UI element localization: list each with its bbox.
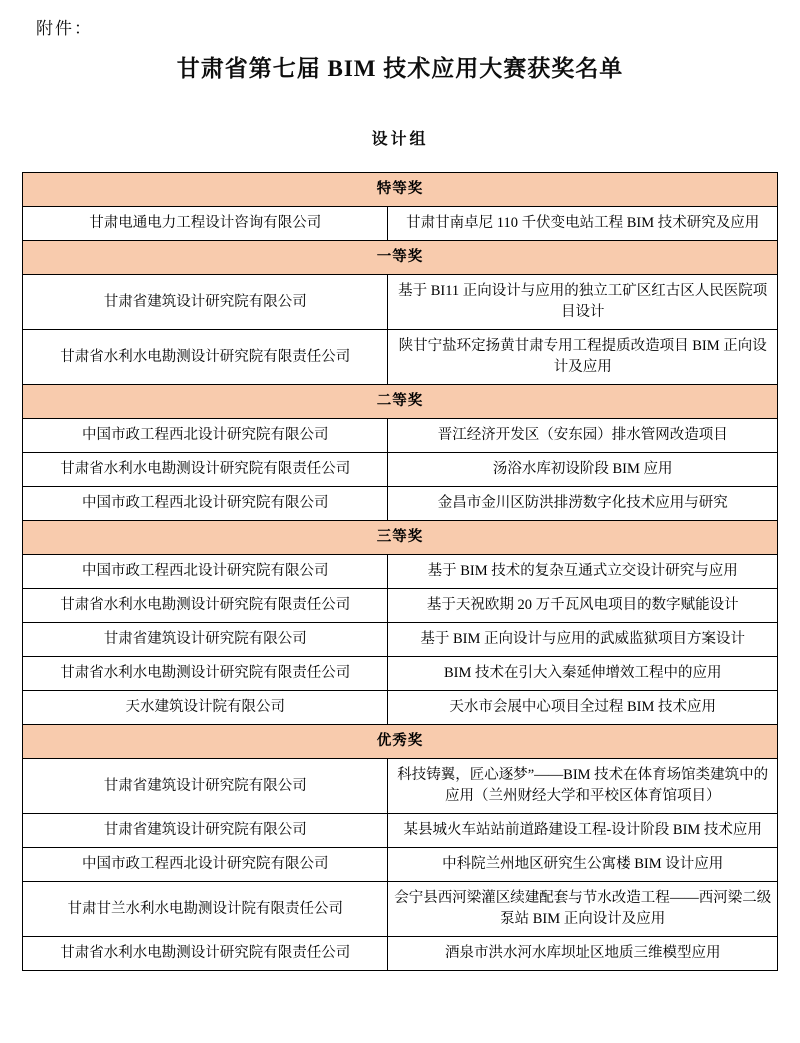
award-section-row (23, 385, 778, 419)
table-row (23, 937, 778, 971)
project-cell: 基于 BI11 正向设计与应用的独立工矿区红古区人民医院项目设计 (388, 275, 778, 330)
page-title: 甘肃省第七届 BIM 技术应用大赛获奖名单 (176, 56, 624, 81)
project-cell: 陕甘宁盐环定扬黄甘肃专用工程提质改造项目 BIM 正向设计及应用 (388, 330, 778, 385)
project-cell: 酒泉市洪水河水库坝址区地质三维模型应用 (388, 937, 778, 971)
table-row (23, 589, 778, 623)
award-section-header: 特等奖 (23, 173, 778, 207)
awards-table (22, 172, 778, 971)
table-row (23, 207, 778, 241)
company-cell: 中国市政工程西北设计研究院有限公司 (23, 555, 388, 589)
company-cell: 中国市政工程西北设计研究院有限公司 (23, 419, 388, 453)
table-row (23, 848, 778, 882)
table-row (23, 623, 778, 657)
company-cell: 甘肃省水利水电勘测设计研究院有限责任公司 (23, 330, 388, 385)
award-section-row (23, 241, 778, 275)
project-cell: 金昌市金川区防洪排涝数字化技术应用与研究 (388, 487, 778, 521)
company-cell: 甘肃电通电力工程设计咨询有限公司 (23, 207, 388, 241)
company-cell: 甘肃省建筑设计研究院有限公司 (23, 814, 388, 848)
table-row (23, 330, 778, 385)
award-section-row (23, 725, 778, 759)
project-cell: 汤浴水库初设阶段 BIM 应用 (388, 453, 778, 487)
project-cell: 某县城火车站站前道路建设工程-设计阶段 BIM 技术应用 (388, 814, 778, 848)
table-row (23, 275, 778, 330)
company-cell: 甘肃省建筑设计研究院有限公司 (23, 275, 388, 330)
attachment-label: 附件： (36, 19, 93, 38)
award-section-row (23, 173, 778, 207)
project-cell: BIM 技术在引大入秦延伸增效工程中的应用 (388, 657, 778, 691)
company-cell: 甘肃省水利水电勘测设计研究院有限责任公司 (23, 937, 388, 971)
project-cell: 会宁县西河梁灌区续建配套与节水改造工程——西河梁二级泵站 BIM 正向设计及应用 (388, 882, 778, 937)
company-cell: 甘肃省水利水电勘测设计研究院有限责任公司 (23, 453, 388, 487)
table-row (23, 759, 778, 814)
table-row (23, 814, 778, 848)
project-cell: 中科院兰州地区研究生公寓楼 BIM 设计应用 (388, 848, 778, 882)
group-title: 设计组 (371, 131, 429, 148)
project-cell: 基于天祝欧期 20 万千瓦风电项目的数字赋能设计 (388, 589, 778, 623)
company-cell: 甘肃省建筑设计研究院有限公司 (23, 623, 388, 657)
award-section-header: 三等奖 (23, 521, 778, 555)
project-cell: 甘肃甘南卓尼 110 千伏变电站工程 BIM 技术研究及应用 (388, 207, 778, 241)
company-cell: 甘肃甘兰水利水电勘测设计院有限责任公司 (23, 882, 388, 937)
award-section-row (23, 521, 778, 555)
table-row (23, 691, 778, 725)
awards-table-body (23, 173, 778, 971)
award-section-header: 二等奖 (23, 385, 778, 419)
company-cell: 中国市政工程西北设计研究院有限公司 (23, 487, 388, 521)
table-row (23, 487, 778, 521)
company-cell: 天水建筑设计院有限公司 (23, 691, 388, 725)
table-row (23, 419, 778, 453)
project-cell: 晋江经济开发区（安东园）排水管网改造项目 (388, 419, 778, 453)
project-cell: 科技铸翼，匠心逐梦”——BIM 技术在体育场馆类建筑中的应用（兰州财经大学和平校区体育馆项目） (388, 759, 778, 814)
project-cell: 基于 BIM 正向设计与应用的武威监狱项目方案设计 (388, 623, 778, 657)
table-row (23, 453, 778, 487)
project-cell: 基于 BIM 技术的复杂互通式立交设计研究与应用 (388, 555, 778, 589)
table-row (23, 882, 778, 937)
company-cell: 中国市政工程西北设计研究院有限公司 (23, 848, 388, 882)
award-section-header: 优秀奖 (23, 725, 778, 759)
company-cell: 甘肃省水利水电勘测设计研究院有限责任公司 (23, 589, 388, 623)
project-cell: 天水市会展中心项目全过程 BIM 技术应用 (388, 691, 778, 725)
award-section-header: 一等奖 (23, 241, 778, 275)
table-row (23, 657, 778, 691)
company-cell: 甘肃省水利水电勘测设计研究院有限责任公司 (23, 657, 388, 691)
table-row (23, 555, 778, 589)
company-cell: 甘肃省建筑设计研究院有限公司 (23, 759, 388, 814)
